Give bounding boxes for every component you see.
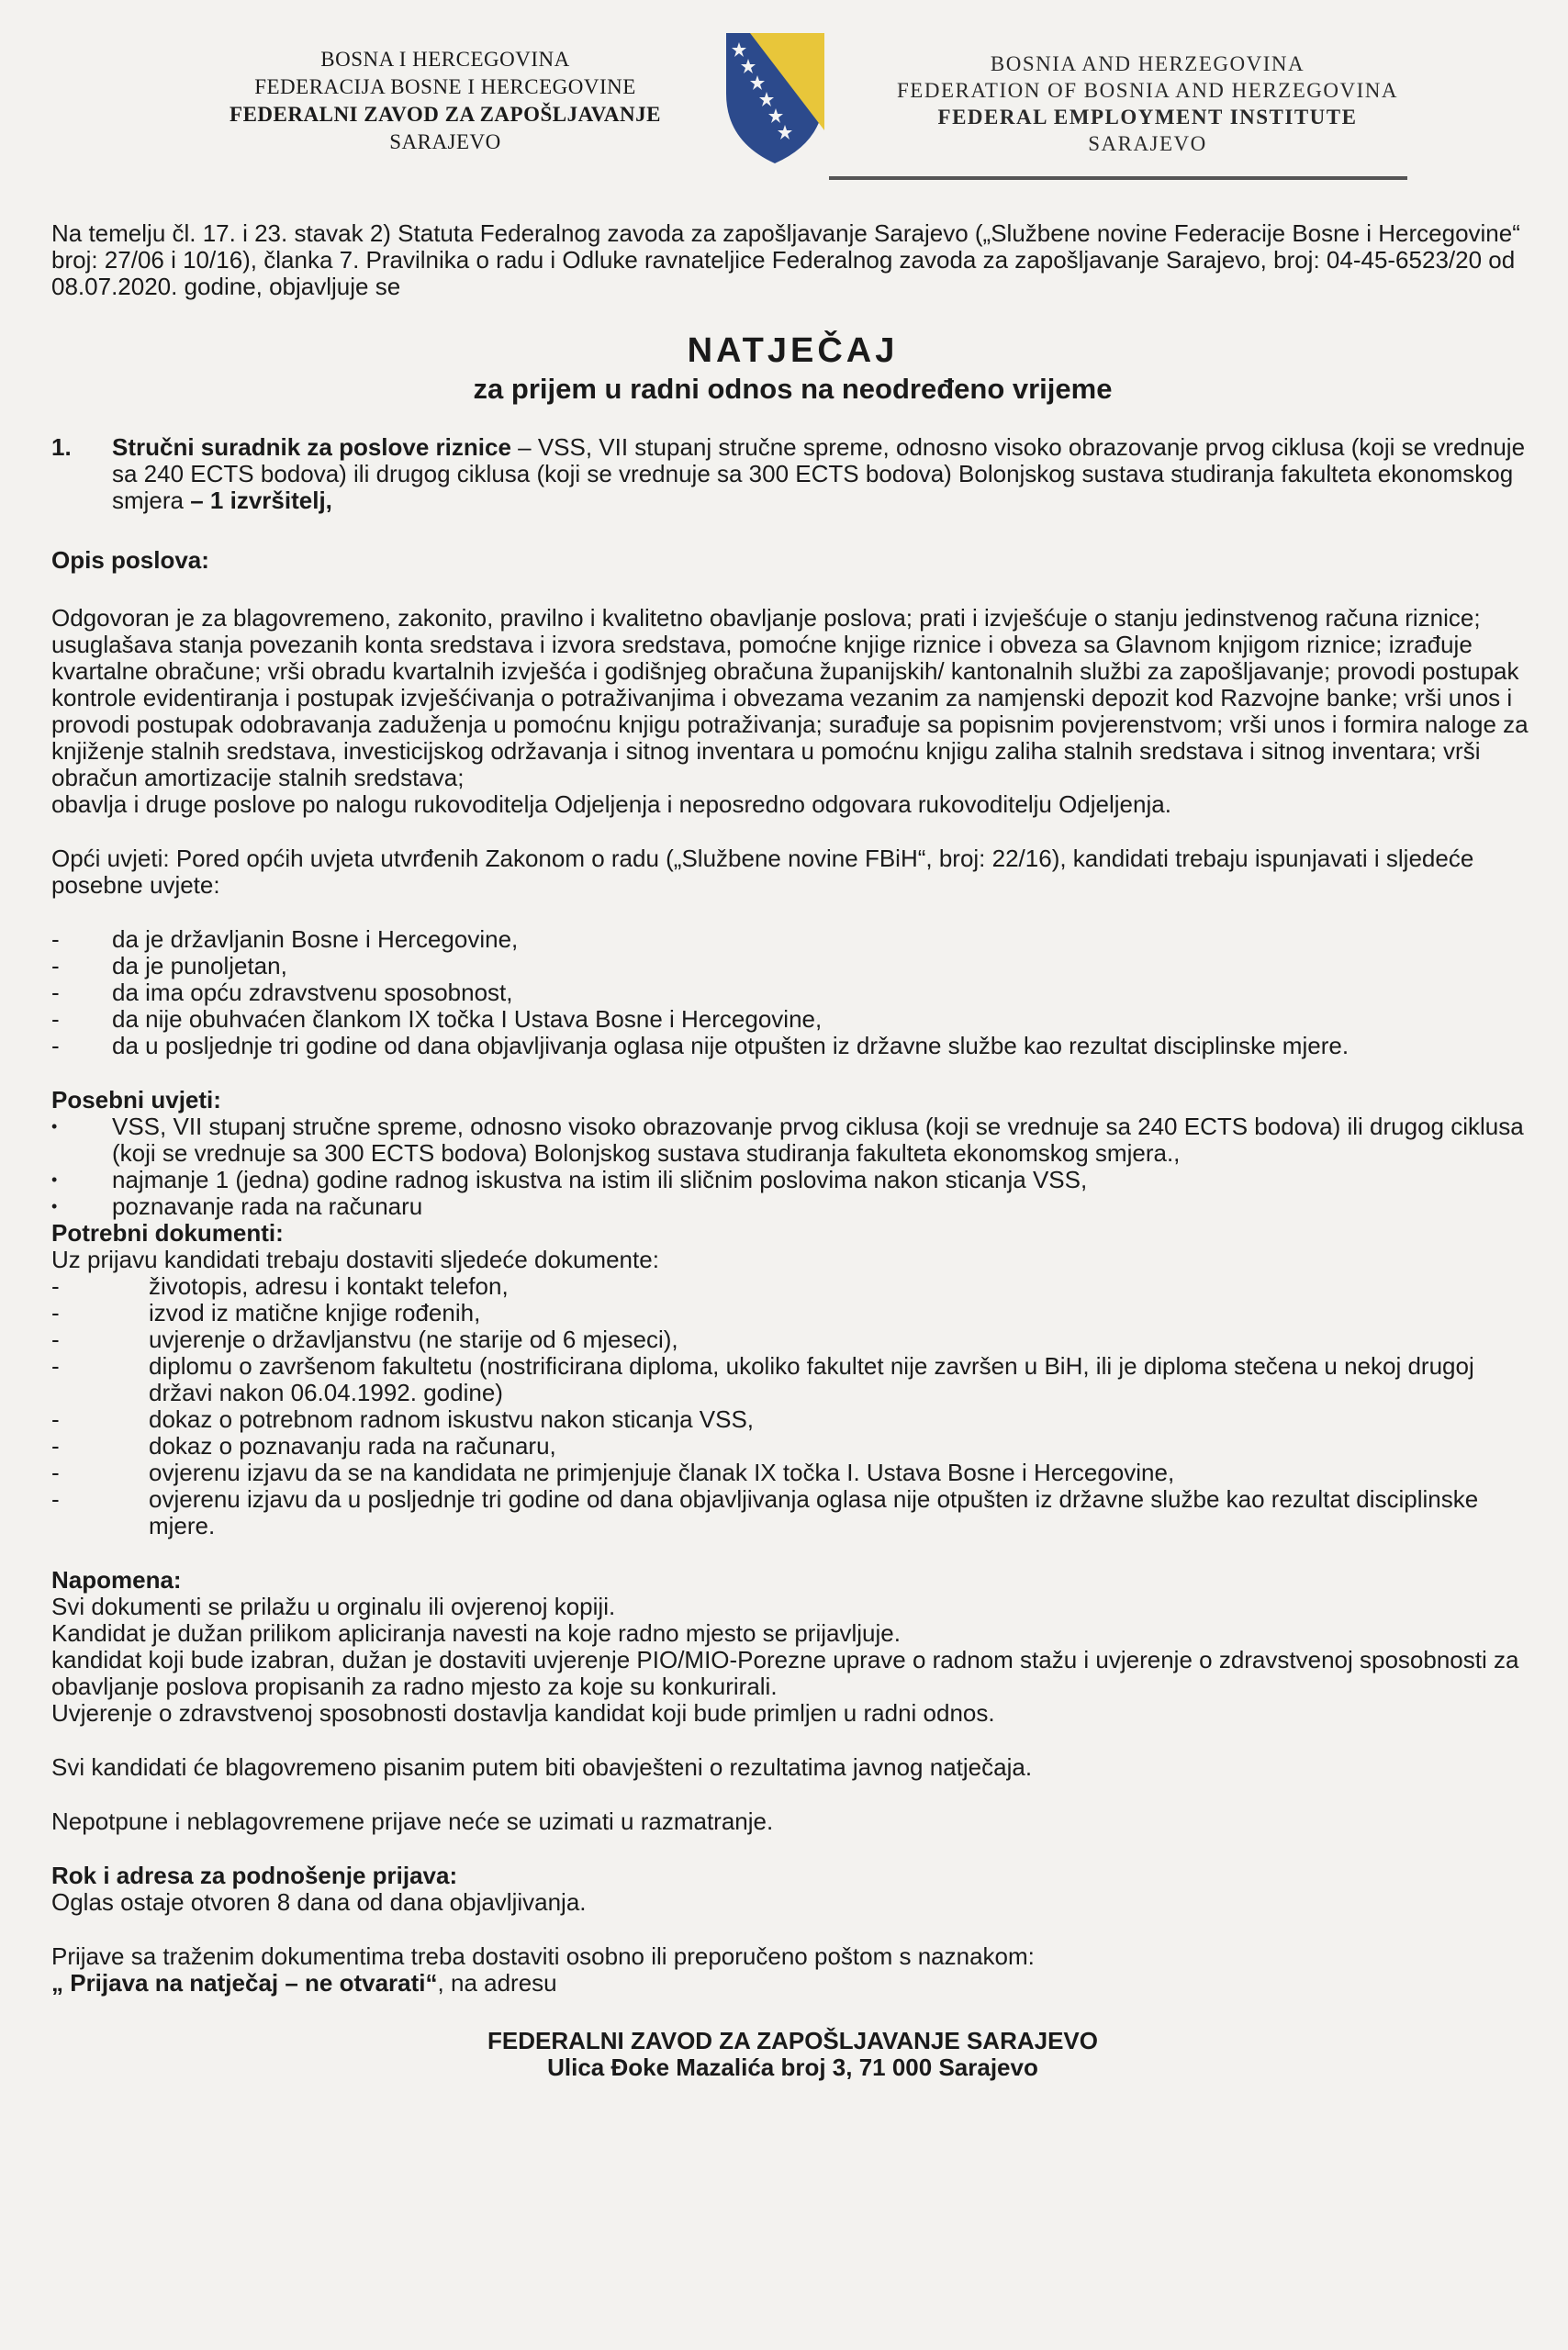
position-description: – VSS, VII stupanj stručne spreme, odnosno visoko obrazovanje prvog ciklusa (koji se vrednuje sa 240 ECTS bodova) ili drugog ciklusa (koji se vrednuje sa 300 ECTS bodova) Bolonjskog sustava studiranja fakulteta ekonomskog smjera bbox=[112, 433, 1526, 514]
list-item: - da ima opću zdravstvenu sposobnost, bbox=[51, 979, 1534, 1006]
list-item: • poznavanje rada na računaru bbox=[51, 1193, 1534, 1220]
envelope-label-suffix: , na adresu bbox=[437, 1969, 557, 1997]
list-item: - dokaz o poznavanju rada na računaru, bbox=[51, 1433, 1534, 1460]
results-notice: Svi kandidati će blagovremeno pisanim putem biti obavješteni o rezultatima javnog natječaja. bbox=[51, 1753, 1033, 1781]
letterhead-federation-en: FEDERATION OF BOSNIA AND HERZEGOVINA bbox=[897, 79, 1398, 102]
documents-heading: Potrebni dokumenti: bbox=[51, 1219, 284, 1247]
letterhead-divider bbox=[829, 176, 1407, 180]
general-conditions-list bbox=[51, 926, 1534, 1059]
deadline-heading: Rok i adresa za podnošenje prijava: bbox=[51, 1862, 458, 1889]
documents-intro: Uz prijavu kandidati trebaju dostaviti sljedeće dokumente: bbox=[51, 1246, 659, 1273]
letterhead-federation: FEDERACIJA BOSNE I HERCEGOVINE bbox=[254, 75, 636, 98]
note-heading: Napomena: bbox=[51, 1566, 182, 1594]
note-line: Uvjerenje o zdravstvenoj sposobnosti dostavlja kandidat koji bude primljen u radni odnos. bbox=[51, 1699, 995, 1727]
title-block bbox=[51, 330, 1534, 407]
duties-heading: Opis poslova: bbox=[51, 546, 209, 574]
incomplete-notice: Nepotpune i neblagovremene prijave neće se uzimati u razmatranje. bbox=[51, 1807, 774, 1835]
list-item: - da u posljednje tri godine od dana objavljivanja oglasa nije otpušten iz državne službe kao rezultat disciplinske mjere. bbox=[51, 1033, 1534, 1059]
letterhead-city: SARAJEVO bbox=[389, 130, 501, 153]
letterhead-country-en: BOSNIA AND HERZEGOVINA bbox=[990, 52, 1305, 75]
note-line: kandidat koji bude izabran, dužan je dostaviti uvjerenje PIO/MIO-Porezne uprave o radnom stažu i uvjerenje o zdravstvenoj sposobnosti za obavljanje poslova propisanih za radno mjesto za koje su konkurirali. bbox=[51, 1646, 1519, 1700]
list-item: - dokaz o potrebnom radnom iskustvu nakon sticanja VSS, bbox=[51, 1406, 1534, 1433]
note-line: Kandidat je dužan prilikom apliciranja navesti na koje radno mjesto se prijavljuje. bbox=[51, 1619, 901, 1647]
announcement-body bbox=[51, 220, 1534, 2081]
letterhead bbox=[0, 0, 1568, 184]
duties-text-2: obavlja i druge poslove po nalogu rukovoditelja Odjeljenja i neposredno odgovara rukovoditelju Odjeljenja. bbox=[51, 790, 1171, 818]
list-item: - ovjerenu izjavu da se na kandidata ne primjenjuje članak IX točka I. Ustava Bosne i Hercegovine, bbox=[51, 1460, 1534, 1486]
letterhead-city-en: SARAJEVO bbox=[1088, 132, 1207, 155]
letterhead-institute-en: FEDERAL EMPLOYMENT INSTITUTE bbox=[937, 106, 1358, 129]
submission-instructions: Prijave sa traženim dokumentima treba dostaviti osobno ili preporučeno poštom s naznakom: bbox=[51, 1942, 1035, 1970]
list-item: • najmanje 1 (jedna) godine radnog iskustva na istim ili sličnim poslovima nakon sticanja VSS, bbox=[51, 1167, 1534, 1193]
list-item: - izvod iz matične knjige rođenih, bbox=[51, 1300, 1534, 1326]
page-subtitle: za prijem u radni odnos na neodređeno vrijeme bbox=[473, 373, 1113, 405]
duties-text: Odgovoran je za blagovremeno, zakonito, pravilno i kvalitetno obavljanje poslova; prati i izvješćuje o stanju jedinstvenog računa riznice; usuglašava stanja povezanih konta sredstava i izvora sredstava, pomoćne knjige riznice i obveza sa Glavnom knjigom riznice; izrađuje kvartalne obračune; vrši obradu kvartalnih izvješća i godišnjeg obračuna županijskih/ kantonalnih službi za zapošljavanje; provodi postupak kontrole evidentiranja i postupak izvješćivanja o potraživanjima i obvezama vezanim za namjenski depozit kod Razvojne banke; vrši unos i provodi postupak odobravanja zaduženja u pomoćnu knjigu potraživanja; surađuje sa popisnim povjerenstvom; vrši unos i formira naloge za knjiženje stalnih sredstava, investicijskog održavanja i sitnog inventara u pomoćnu knjigu zaliha stalnih sredstava i sitnog inventara; vrši obračun amortizacije stalnih sredstava; bbox=[51, 604, 1529, 791]
list-item: - životopis, adresu i kontakt telefon, bbox=[51, 1273, 1534, 1300]
deadline-text: Oglas ostaje otvoren 8 dana od dana objavljivanja. bbox=[51, 1888, 587, 1916]
letterhead-local bbox=[147, 46, 744, 156]
envelope-label: „ Prijava na natječaj – ne otvarati“ bbox=[51, 1969, 438, 1997]
letterhead-english bbox=[835, 50, 1460, 157]
list-item: - ovjerenu izjavu da u posljednje tri godine od dana objavljivanja oglasa nije otpušten iz državne službe kao rezultat disciplinske mjere. bbox=[51, 1486, 1534, 1539]
institute-name: FEDERALNI ZAVOD ZA ZAPOŠLJAVANJE SARAJEVO bbox=[487, 2027, 1098, 2054]
address-block bbox=[51, 2028, 1534, 2081]
special-conditions-list bbox=[51, 1113, 1534, 1220]
list-item: - da nije obuhvaćen člankom IX točka I Ustava Bosne i Hercegovine, bbox=[51, 1006, 1534, 1033]
position-text bbox=[112, 434, 1534, 514]
list-item: - uvjerenje o državljanstvu (ne starije od 6 mjeseci), bbox=[51, 1326, 1534, 1353]
page-title: NATJEČAJ bbox=[687, 331, 899, 370]
spacer bbox=[51, 1727, 1534, 1754]
legal-basis-paragraph: Na temelju čl. 17. i 23. stavak 2) Statuta Federalnog zavoda za zapošljavanje Sarajevo („Službene novine Federacije Bosne i Hercegovine“ broj: 27/06 i 10/16), članka 7. Pravilnika o radu i Odluke ravnateljice Federalnog zavoda za zapošljavanje Sarajevo, broj: 04-45-6523/20 od 08.07.2020. godine, objavljuje se bbox=[51, 219, 1520, 300]
position-number: 1. bbox=[51, 433, 72, 461]
documents-list bbox=[51, 1273, 1534, 1539]
letterhead-institute: FEDERALNI ZAVOD ZA ZAPOŠLJAVANJE bbox=[230, 103, 661, 126]
list-item: - da je državljanin Bosne i Hercegovine, bbox=[51, 926, 1534, 953]
institute-address: Ulica Đoke Mazalića broj 3, 71 000 Sarajevo bbox=[547, 2053, 1038, 2081]
note-line: Svi dokumenti se prilažu u orginalu ili ovjerenoj kopiji. bbox=[51, 1593, 616, 1620]
list-item: - da je punoljetan, bbox=[51, 953, 1534, 979]
position-entry bbox=[51, 434, 1534, 514]
letterhead-country: BOSNA I HERCEGOVINA bbox=[320, 48, 570, 71]
position-count: – 1 izvršitelj, bbox=[190, 487, 332, 514]
position-name: Stručni suradnik za poslove riznice bbox=[112, 433, 511, 461]
coat-of-arms-icon bbox=[722, 29, 828, 167]
special-conditions-heading: Posebni uvjeti: bbox=[51, 1086, 221, 1113]
envelope-label-line bbox=[51, 1970, 1534, 1997]
list-item: - diplomu o završenom fakultetu (nostrificirana diploma, ukoliko fakultet nije završen u BiH, ili je diploma stečena u nekoj drugoj državi nakon 06.04.1992. godine) bbox=[51, 1353, 1534, 1406]
list-item: • VSS, VII stupanj stručne spreme, odnosno visoko obrazovanje prvog ciklusa (koji se vrednuje sa 240 ECTS bodova) ili drugog ciklusa (koji se vrednuje sa 300 ECTS bodova) Bolonjskog sustava studiranja fakulteta ekonomskog smjera., bbox=[51, 1113, 1534, 1167]
general-conditions-text: Opći uvjeti: Pored općih uvjeta utvrđenih Zakonom o radu („Službene novine FBiH“, broj: 22/16), kandidati trebaju ispunjavati i sljedeće posebne uvjete: bbox=[51, 845, 1474, 899]
